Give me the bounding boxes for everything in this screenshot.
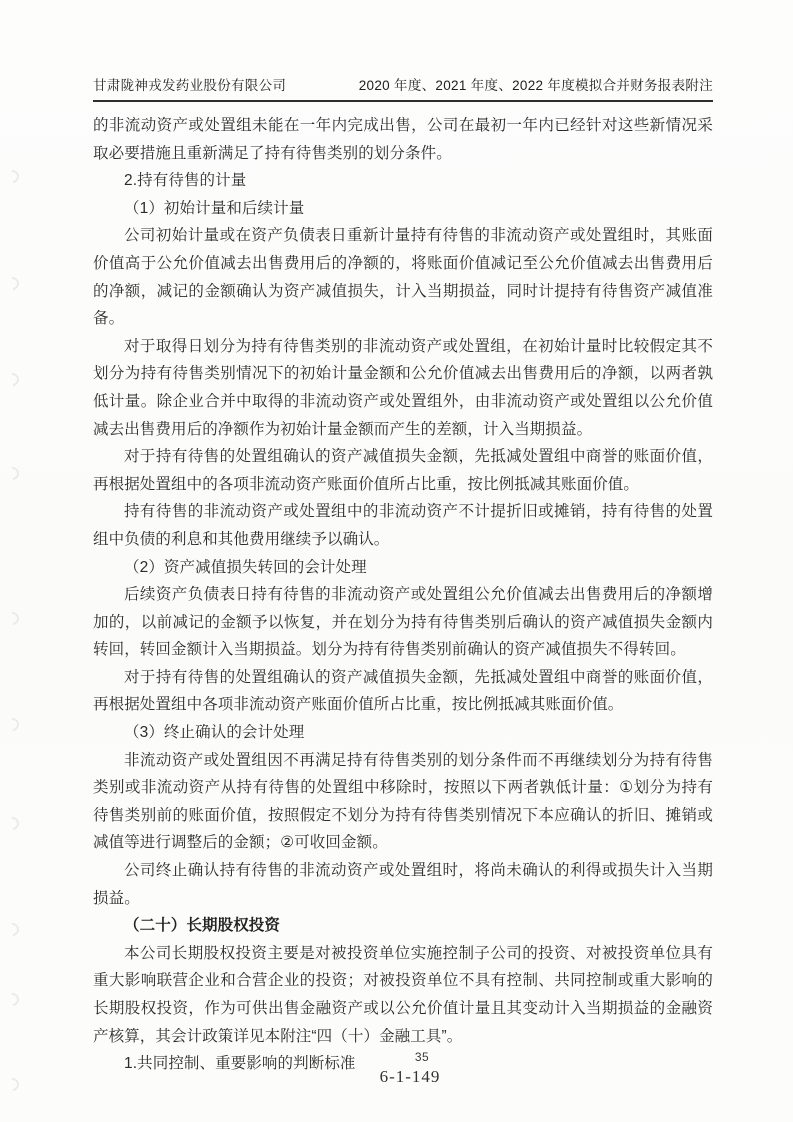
body-paragraph: 公司终止确认持有待售的非流动资产或处置组时，将尚未确认的利得或损失计入当期损益。 bbox=[93, 862, 713, 907]
header-report-title: 2020 年度、2021 年度、2022 年度模拟合并财务报表附注 bbox=[358, 78, 713, 93]
binding-hole-icon bbox=[3, 274, 21, 292]
binding-hole-icon bbox=[3, 464, 21, 482]
binding-hole-icon bbox=[3, 814, 21, 832]
heading-derecognition-accounting: （3）终止确认的会计处理 bbox=[124, 724, 305, 742]
heading-impairment-loss-reversal: （2）资产减值损失转回的会计处理 bbox=[124, 558, 367, 576]
heading-joint-control-judgment: 1.共同控制、重要影响的判断标准 bbox=[124, 1055, 356, 1073]
heading-initial-subsequent-measurement: （1）初始计量和后续计量 bbox=[124, 199, 305, 217]
body-paragraph: 对于取得日划分为持有待售类别的非流动资产或处置组，在初始计量时比较假定其不划分为持有待售类别情况下的初始计量金额和公允价值减去出售费用后的净额，以两者孰低计量。除企业合并中取得的非流动资产或处置组外，由非流动资产或处置组以公允价值减去出售费用后的净额作为初始计量金额而产生的差额，计入当期损益。 bbox=[93, 337, 713, 438]
body-paragraph: 后续资产负债表日持有待售的非流动资产或处置组公允价值减去出售费用后的净额增加的，以前减记的金额予以恢复，并在划分为持有待售类别后确认的资产减值损失金额内转回，转回金额计入当期损益。划分为持有待售类别前确认的资产减值损失不得转回。 bbox=[93, 586, 713, 659]
binding-hole-icon bbox=[3, 990, 21, 1008]
heading-long-term-equity-investment: （二十）长期股权投资 bbox=[124, 917, 281, 935]
body-paragraph: 对于持有待售的处置组确认的资产减值损失金额，先抵减处置组中商誉的账面价值，再根据处置组中各项非流动资产账面价值所占比重，按比例抵减其账面价值。 bbox=[93, 668, 713, 714]
document-body bbox=[93, 112, 713, 1078]
binding-hole-icon bbox=[3, 370, 21, 388]
document-page-code: 6-1-149 bbox=[379, 1067, 441, 1086]
binding-hole-icon bbox=[3, 1075, 21, 1093]
body-paragraph: 的非流动资产或处置组未能在一年内完成出售，公司在最初一年内已经针对这些新情况采取必要措施且重新满足了持有待售类别的划分条件。 bbox=[93, 117, 713, 162]
body-paragraph: 本公司长期股权投资主要是对被投资单位实施控制子公司的投资、对被投资单位具有重大影响联营企业和合营企业的投资；对被投资单位不具有控制、共同控制或重大影响的长期股权投资，作为可供出售金融资产或以公允价值计量且其变动计入当期损益的金融资产核算，其会计政策详见本附注“四（十）金融工具”。 bbox=[93, 944, 713, 1045]
body-paragraph: 公司初始计量或在资产负债表日重新计量持有待售的非流动资产或处置组时，其账面价值高于公允价值减去出售费用后的净额的，将账面价值减记至公允价值减去出售费用后的净额，减记的金额确认为资产减值损失，计入当期损益，同时计提持有待售资产减值准备。 bbox=[93, 227, 713, 328]
binding-hole-icon bbox=[3, 167, 21, 185]
body-paragraph: 持有待售的非流动资产或处置组中的非流动资产不计提折旧或摊销，持有待售的处置组中负债的利息和其他费用继续予以确认。 bbox=[93, 503, 713, 548]
header-company-name: 甘肃陇神戎发药业股份有限公司 bbox=[93, 78, 287, 93]
page-footer bbox=[93, 1050, 727, 1087]
body-paragraph: 对于持有待售的处置组确认的资产减值损失金额，先抵减处置组中商誉的账面价值，再根据处置组中的各项非流动资产账面价值所占比重，按比例抵减其账面价值。 bbox=[93, 448, 713, 493]
binding-hole-icon bbox=[3, 715, 21, 733]
body-paragraph: 非流动资产或处置组因不再满足持有待售类别的划分条件而不再继续划分为持有待售类别或非流动资产从持有待售的处置组中移除时，按照以下两者孰低计量：①划分为持有待售类别前的账面价值，按照假定不划分为持有待售类别情况下本应确认的折旧、摊销或减值等进行调整后的金额；②可收回金额。 bbox=[93, 751, 713, 852]
page-number: 35 bbox=[414, 1050, 430, 1064]
binding-hole-icon bbox=[3, 920, 21, 938]
binding-hole-icon bbox=[3, 609, 21, 627]
heading-held-for-sale-measurement: 2.持有待售的计量 bbox=[124, 172, 247, 190]
page-header bbox=[93, 74, 713, 102]
